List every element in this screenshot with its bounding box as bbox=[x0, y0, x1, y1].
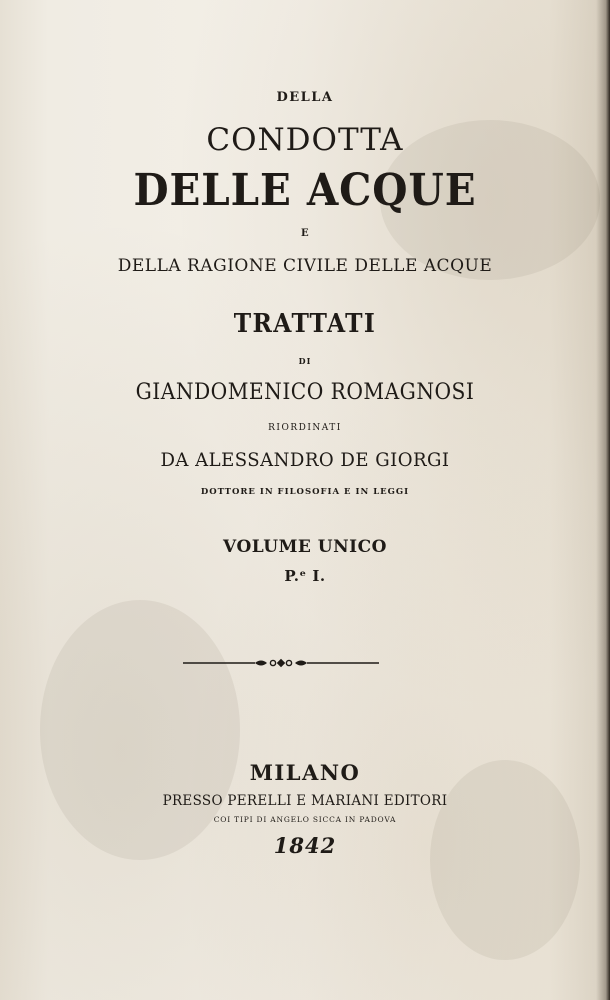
title-trattati: TRATTATI bbox=[233, 309, 377, 339]
title-delle-acque: DELLE ACQUE bbox=[133, 165, 477, 216]
title-della: DELLA bbox=[276, 90, 334, 105]
title-conjunction: E bbox=[300, 228, 310, 239]
editor-name: DA ALESSANDRO DE GIORGI bbox=[160, 449, 450, 471]
editor-title: DOTTORE IN FILOSOFIA E IN LEGGI bbox=[200, 487, 410, 497]
title-riordinati: RIORDINATI bbox=[268, 423, 342, 433]
title-condotta: CONDOTTA bbox=[206, 122, 404, 158]
part-label: P.ᵉ I. bbox=[284, 567, 326, 585]
imprint-city: MILANO bbox=[249, 760, 361, 785]
volume-label: VOLUME UNICO bbox=[223, 537, 387, 557]
title-ragione-civile: DELLA RAGIONE CIVILE DELLE ACQUE bbox=[117, 256, 493, 276]
imprint-publisher: PRESSO PERELLI E MARIANI EDITORI bbox=[162, 793, 448, 809]
author-name: GIANDOMENICO ROMAGNOSI bbox=[135, 380, 475, 405]
imprint-year: 1842 bbox=[273, 833, 337, 858]
ornament-rule-icon bbox=[183, 656, 379, 670]
title-di: DI bbox=[298, 356, 312, 366]
paper-stain bbox=[430, 760, 580, 960]
imprint-printer: COI TIPI DI ANGELO SICCA IN PADOVA bbox=[213, 815, 397, 824]
